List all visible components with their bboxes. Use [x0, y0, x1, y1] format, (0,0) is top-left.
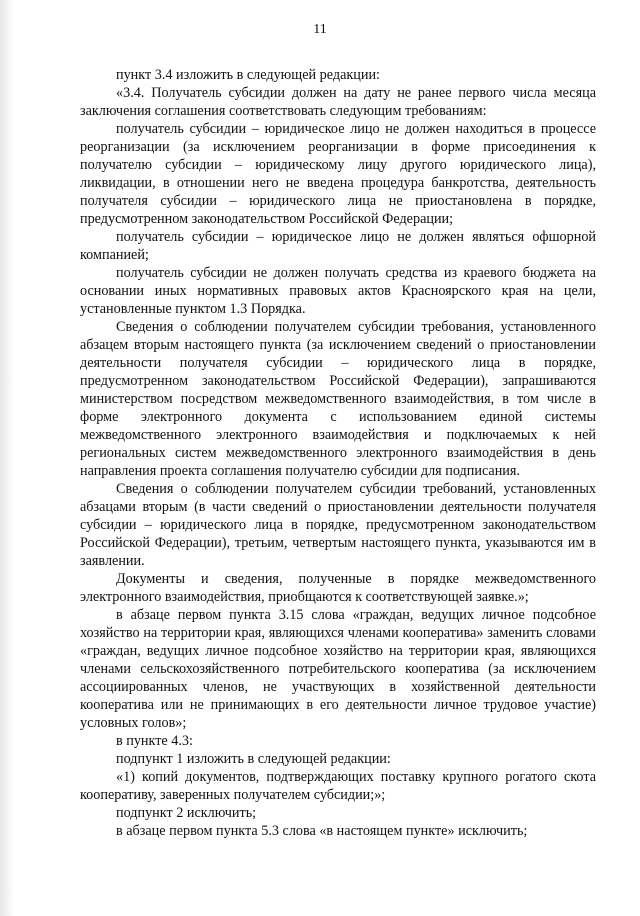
paragraph-interdepartmental-request: Сведения о соблюдении получателем субсидии требования, установленного абзацем вторым настоящего пункта (за исключением сведений о приостановлении деятельности получателя субсидии – юридического лица в порядке, предусмотренном законодательством Российской Федерации), запрашиваются министерством посредством межведомственного взаимодействия, в том числе в форме электронного документа с использованием единой системы межведомственного электронного взаимодействия и подключаемых к ней региональных систем межведомственного электронного взаимодействия в день направления проекта соглашения получателю субсидии для подписания. [80, 319, 596, 479]
paragraph-application-info: Сведения о соблюдении получателем субсидии требований, установленных абзацами вторым (в части сведений о приостановлении деятельности получателя субсидии – юридического лица в порядке, предусмотренном законодательством Российской Федерации), третьим, четвертым настоящего пункта, указываются им в заявлении. [80, 481, 596, 569]
paragraph-subitem-1-intro: подпункт 1 изложить в следующей редакции: [116, 751, 391, 767]
paragraph-documents-attached: Документы и сведения, полученные в порядке межведомственного электронного взаимодействия, приобщаются к соответствующей заявке.»; [80, 571, 596, 605]
paragraph-3-4-text: «3.4. Получатель субсидии должен на дату не ранее первого числа месяца заключения соглашения соответствовать следующим требованиям: [80, 85, 596, 119]
paragraph-5-3: в абзаце первом пункта 5.3 слова «в настоящем пункте» исключить; [116, 823, 528, 839]
paragraph-intro-3-4: пункт 3.4 изложить в следующей редакции: [116, 67, 380, 83]
paragraph-4-3: в пункте 4.3: [116, 733, 193, 749]
paragraph-regional-budget: получатель субсидии не должен получать средства из краевого бюджета на основании иных нормативных правовых актов Красноярского края на цели, установленные пунктом 1.3 Порядка. [80, 265, 596, 317]
paragraph-subitem-2: подпункт 2 исключить; [116, 805, 257, 821]
paragraph-subitem-1-text: «1) копий документов, подтверждающих поставку крупного рогатого скота кооперативу, заверенных получателем субсидии;»; [80, 769, 596, 803]
document-body [80, 66, 596, 840]
paragraph-3-15-replace: в абзаце первом пункта 3.15 слова «граждан, ведущих личное подсобное хозяйство на территории края, являющихся членами кооператива» заменить словами «граждан, ведущих личное подсобное хозяйство на территории края, являющихся членами сельскохозяйственного потребительского кооператива (за исключением ассоциированных членов, не участвующих в хозяйственной деятельности кооператива или не принимающих в его деятельности личное трудовое участие) условных голов»; [80, 607, 596, 731]
scan-edge-shadow [0, 0, 14, 916]
paragraph-reorganization: получатель субсидии – юридическое лицо не должен находиться в процессе реорганизации (за исключением реорганизации в форме присоединения к получателю субсидии – юридическому лицу другого юридического лица), ликвидации, в отношении него не введена процедура банкротства, деятельность получателя субсидии – юридического лица не приостановлена в порядке, предусмотренном законодательством Российской Федерации; [80, 121, 596, 227]
page-number: 11 [313, 22, 327, 37]
paragraph-offshore: получатель субсидии – юридическое лицо не должен являться офшорной компанией; [80, 229, 596, 263]
